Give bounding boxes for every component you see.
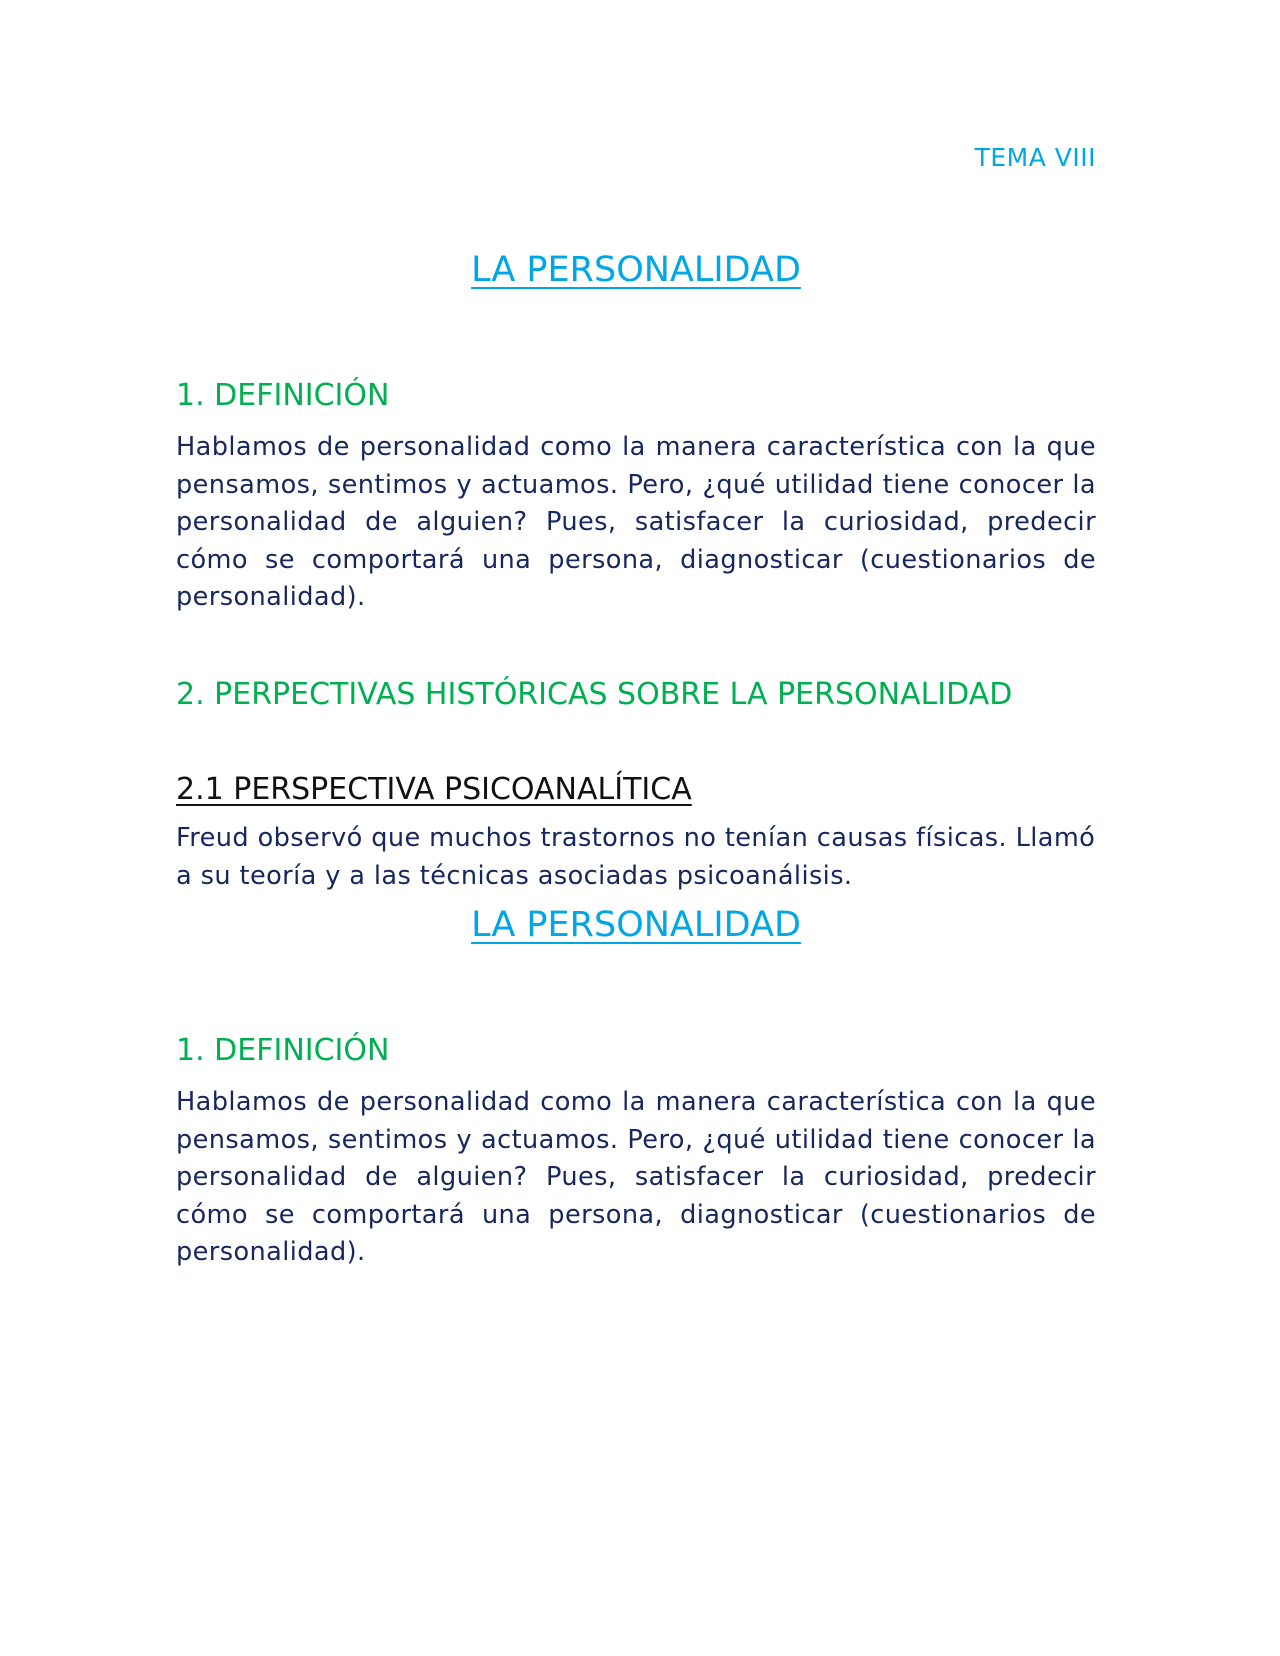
definition-paragraph-repeat: Hablamos de personalidad como la manera característica con la que pensamos, sentimos y actuamos. Pero, ¿qué utilidad tiene conocer la personalidad de alguien? Pues, satisfacer la curiosidad, predecir cómo se comportará una persona, diagnosticar (cuestionarios de personalidad). <box>176 1087 1096 1267</box>
section-heading-definicion: 1. DEFINICIÓN <box>176 378 390 413</box>
page-title-repeat-text: LA PERSONALIDAD <box>471 905 801 945</box>
document-page <box>176 0 1096 1656</box>
page-title-repeat <box>176 903 1096 947</box>
section-heading-definicion-repeat: 1. DEFINICIÓN <box>176 1033 390 1068</box>
subsection-heading-text: 2.1 PERSPECTIVA PSICOANALÍTICA <box>176 772 692 807</box>
tema-label: TEMA VIII <box>974 143 1096 172</box>
page-title-text: LA PERSONALIDAD <box>471 250 801 290</box>
definition-paragraph: Hablamos de personalidad como la manera característica con la que pensamos, sentimos y actuamos. Pero, ¿qué utilidad tiene conocer la personalidad de alguien? Pues, satisfacer la curiosidad, predecir cómo se comportará una persona, diagnosticar (cuestionarios de personalidad). <box>176 432 1096 612</box>
page-title <box>176 248 1096 292</box>
subsection-heading-psicoanalitica <box>176 770 692 810</box>
psicoanalitica-paragraph: Freud observó que muchos trastornos no tenían causas físicas. Llamó a su teoría y a las técnicas asociadas psicoanálisis. <box>176 823 1096 891</box>
section-heading-perspectivas: 2. PERPECTIVAS HISTÓRICAS SOBRE LA PERSONALIDAD <box>176 677 1013 712</box>
